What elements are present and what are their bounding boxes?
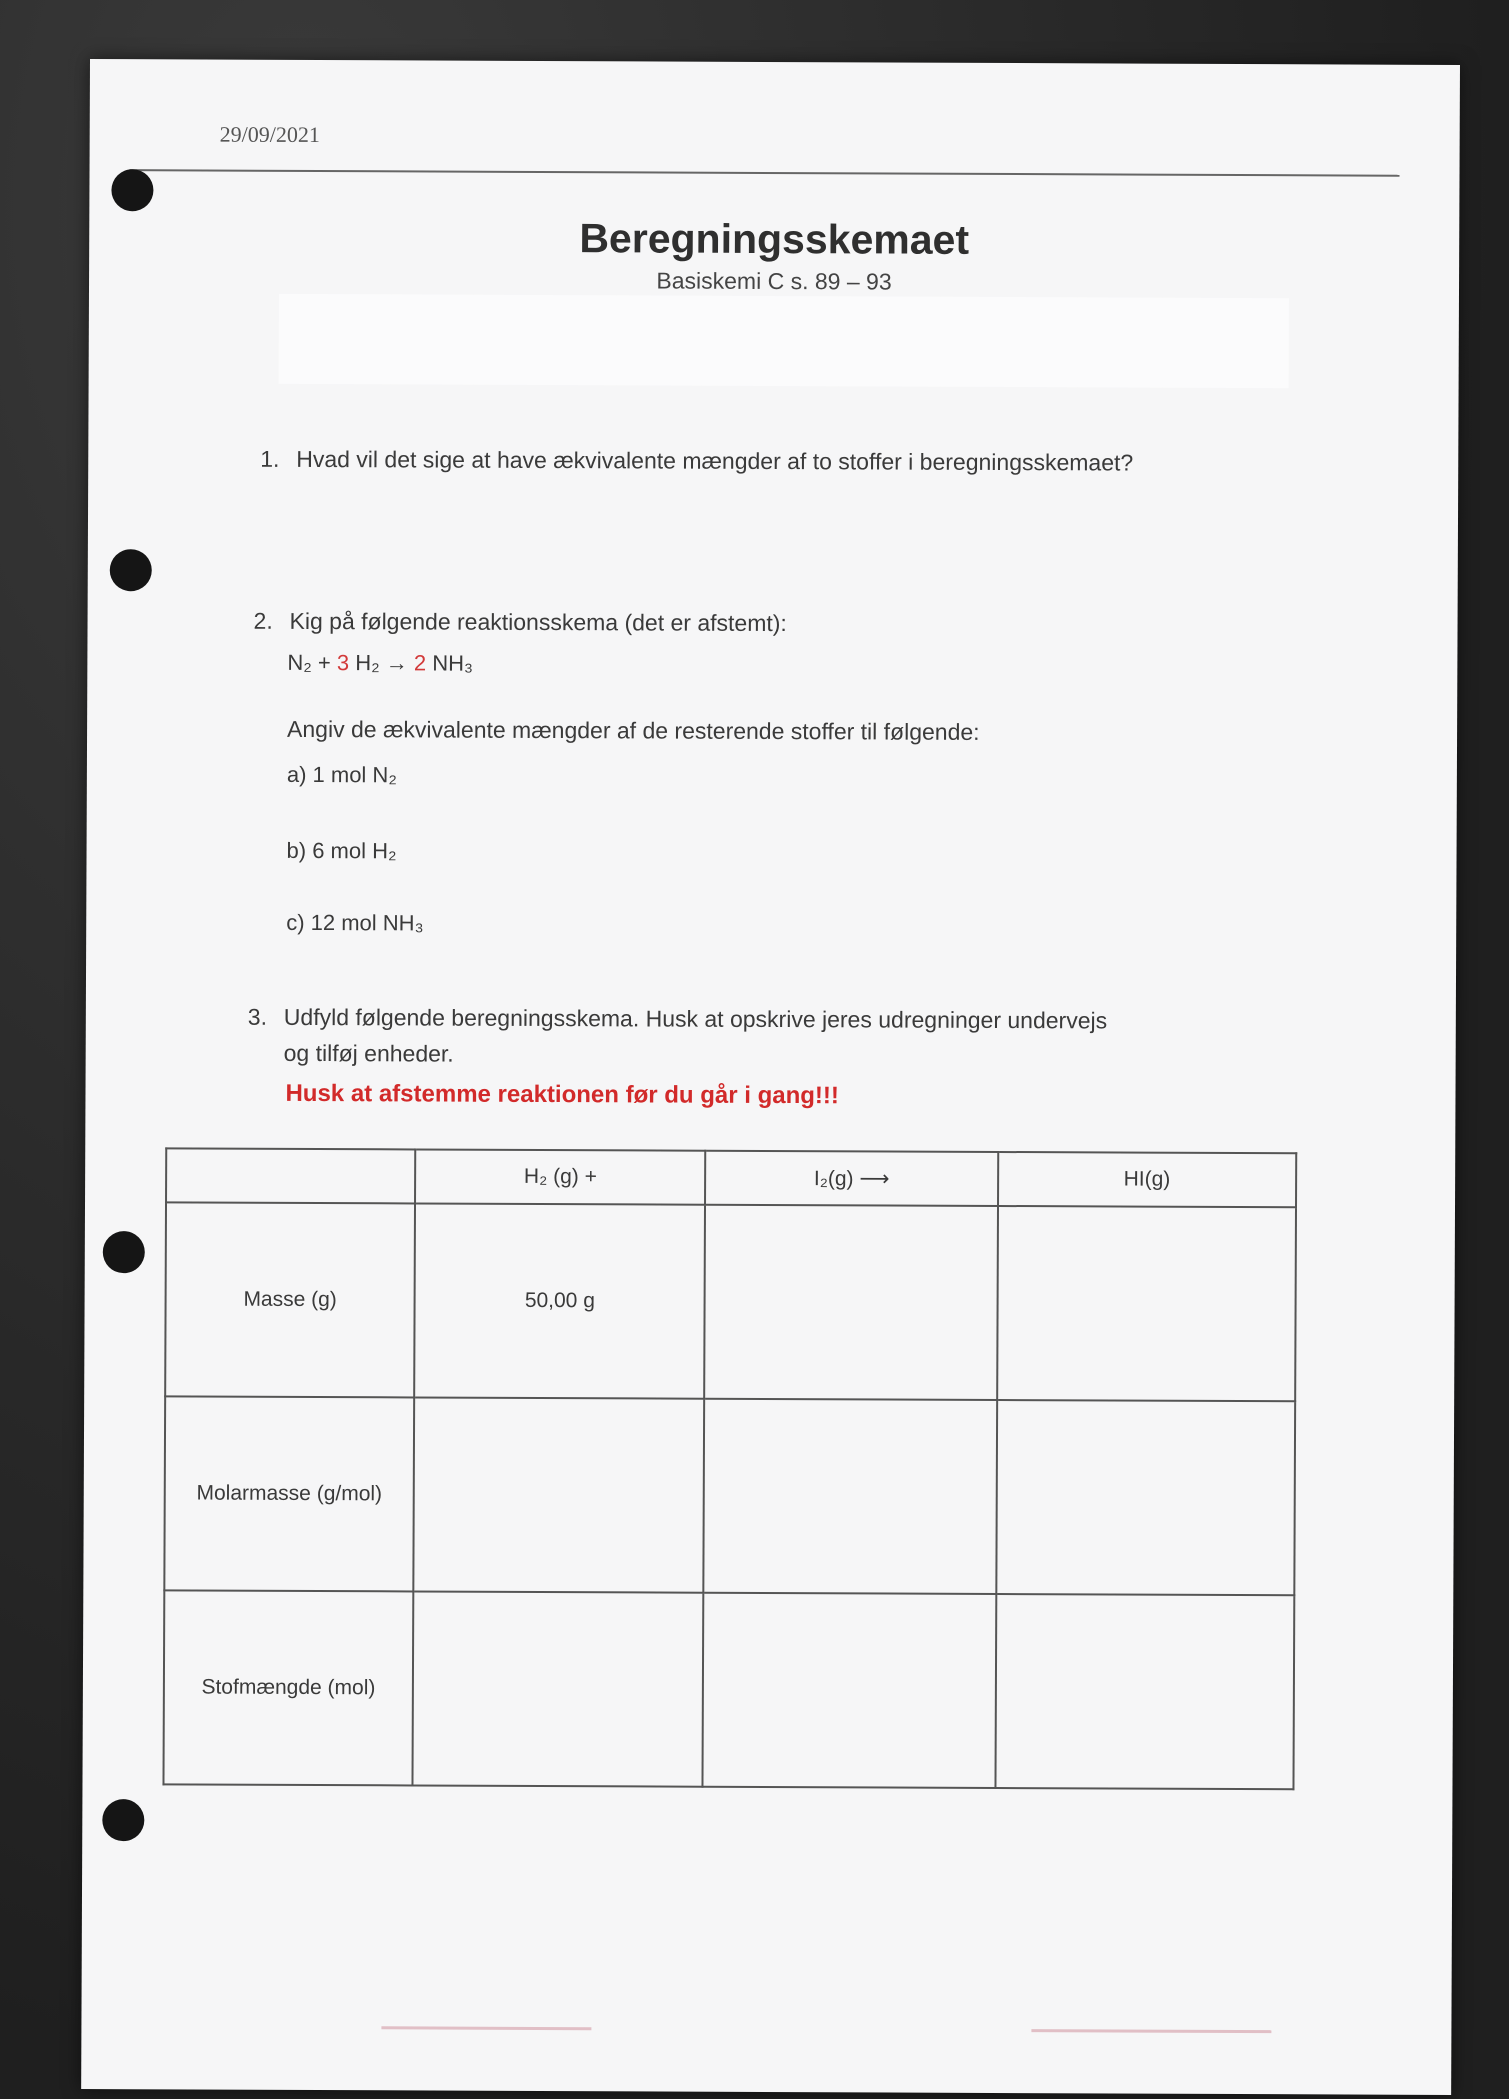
question-1-number: 1. <box>260 445 280 472</box>
question-3-warning: Husk at afstemme reaktionen før du går i gang!!! <box>285 1079 839 1110</box>
question-3 <box>248 1004 1107 1035</box>
question-3-line-2: og tilføj enheder. <box>283 1039 454 1067</box>
redacted-area <box>279 294 1289 388</box>
question-2-item-c: c) 12 mol NH₃ <box>286 909 424 936</box>
header-rule <box>130 169 1400 177</box>
table-header-cell: I₂(g) ⟶ <box>705 1151 997 1206</box>
table-cell: 50,00 g <box>414 1203 705 1398</box>
bleed-through-mark <box>1031 2029 1271 2033</box>
page-title: Beregningsskemaet <box>579 215 970 263</box>
table-cell <box>704 1399 997 1594</box>
worksheet-page <box>81 59 1460 2095</box>
question-3-line-1: Udfyld følgende beregningsskema. Husk at opskrive jeres udregninger undervejs <box>283 1003 1108 1034</box>
table-cell <box>995 1594 1294 1789</box>
table-cell <box>705 1205 998 1400</box>
question-2-instruction: Angiv de ækvivalente mængder af de resterende stoffer til følgende: <box>287 715 980 745</box>
question-2-number: 2. <box>253 607 273 634</box>
table-row <box>163 1590 1294 1789</box>
question-2-item-a: a) 1 mol N₂ <box>286 761 397 788</box>
question-1-text: Hvad vil det sige at have ækvivalente mængder af to stoffer i beregningsskemaet? <box>296 445 1134 476</box>
table-cell <box>703 1593 996 1788</box>
table-header-cell: H₂ (g) + <box>415 1149 706 1204</box>
page-subtitle: Basiskemi C s. 89 – 93 <box>656 267 892 295</box>
bleed-through-mark <box>381 2026 591 2030</box>
table-cell <box>413 1397 704 1592</box>
question-1 <box>260 446 1133 477</box>
punch-hole-3 <box>103 1231 145 1273</box>
row-label: Molarmasse (g/mol) <box>164 1396 414 1591</box>
reaction-equation <box>287 650 473 677</box>
question-2-text: Kig på følgende reaktionsskema (det er afstemt): <box>289 607 787 637</box>
row-label: Masse (g) <box>165 1202 415 1397</box>
question-3-number: 3. <box>247 1003 268 1030</box>
table-cell <box>997 1206 1296 1401</box>
equation-part-3: NH₃ <box>426 650 474 676</box>
table-row <box>164 1396 1295 1595</box>
equation-part-1: N₂ + <box>287 649 337 676</box>
table-row <box>165 1202 1296 1401</box>
punch-hole-4 <box>102 1799 144 1841</box>
table-cell <box>996 1400 1295 1595</box>
punch-hole-1 <box>111 169 153 211</box>
equation-coefficient-1: 3 <box>336 650 350 676</box>
table-cell <box>413 1591 704 1786</box>
calculation-schema-table <box>162 1147 1297 1790</box>
question-2 <box>253 608 786 637</box>
table-header-cell: HI(g) <box>998 1152 1297 1207</box>
question-2-item-b: b) 6 mol H₂ <box>286 837 397 864</box>
punch-hole-2 <box>110 549 152 591</box>
equation-part-2: H₂ → <box>349 650 414 676</box>
row-label: Stofmængde (mol) <box>163 1590 413 1785</box>
equation-coefficient-2: 2 <box>413 650 427 676</box>
date-label: 29/09/2021 <box>219 121 320 148</box>
table-header-row <box>166 1148 1296 1207</box>
table-header-cell <box>166 1148 415 1203</box>
